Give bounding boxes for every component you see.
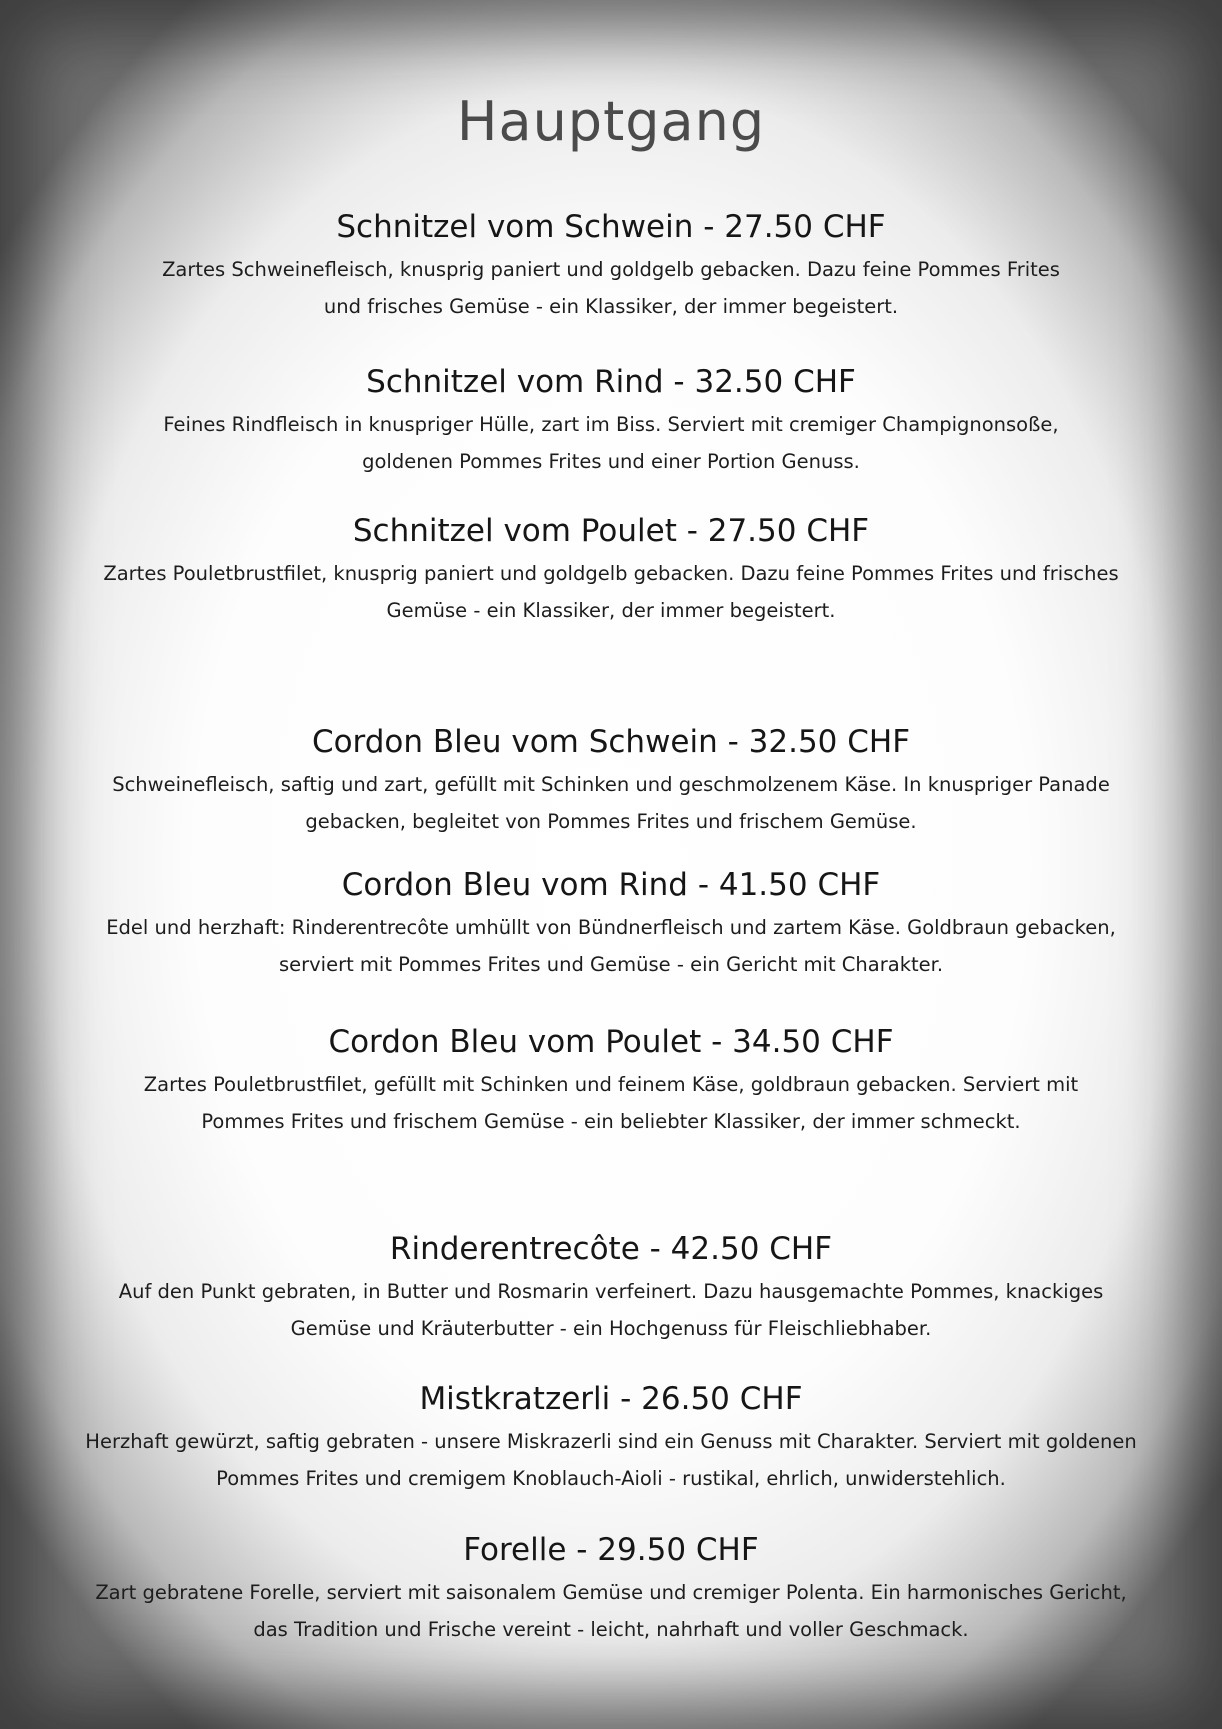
menu-item-cordon-bleu-rind bbox=[20, 865, 1202, 983]
menu-item-schnitzel-poulet bbox=[20, 511, 1202, 629]
menu-item-heading: Schnitzel vom Poulet - 27.50 CHF bbox=[352, 513, 870, 549]
menu-item-description: Edel und herzhaft: Rinderentrecôte umhüllt von Bündnerfleisch und zartem Käse. Goldbraun gebacken, serviert mit Pommes Frites und Gemüse - ein Gericht mit Charakter. bbox=[106, 916, 1116, 976]
menu-item-mistkratzerli bbox=[20, 1379, 1202, 1497]
menu-item-heading: Rinderentrecôte - 42.50 CHF bbox=[389, 1231, 833, 1267]
menu-item-schnitzel-schwein bbox=[20, 207, 1202, 325]
menu-item-description: Schweinefleisch, saftig und zart, gefüllt mit Schinken und geschmolzenem Käse. In knuspriger Panade gebacken, begleitet von Pommes Frites und frischem Gemüse. bbox=[112, 773, 1110, 833]
menu-item-heading: Cordon Bleu vom Rind - 41.50 CHF bbox=[341, 867, 881, 903]
menu-item-description: Zart gebratene Forelle, serviert mit saisonalem Gemüse und cremiger Polenta. Ein harmonisches Gericht, das Tradition und Frische vereint - leicht, nahrhaft und voller Geschmack. bbox=[95, 1581, 1127, 1641]
menu-item-forelle bbox=[20, 1530, 1202, 1648]
menu-item-cordon-bleu-poulet bbox=[20, 1022, 1202, 1140]
page-title: Hauptgang bbox=[456, 90, 766, 153]
menu-item-rinderentrecote bbox=[20, 1229, 1202, 1347]
menu-item-description: Herzhaft gewürzt, saftig gebraten - unsere Miskrazerli sind ein Genuss mit Charakter. Serviert mit goldenen Pommes Frites und cremigem Knoblauch-Aioli - rustikal, ehrlich, unwiderstehlich. bbox=[85, 1430, 1137, 1490]
menu-item-heading: Schnitzel vom Rind - 32.50 CHF bbox=[366, 364, 856, 400]
menu-item-description: Zartes Pouletbrustfilet, gefüllt mit Schinken und feinem Käse, goldbraun gebacken. Serviert mit Pommes Frites und frischem Gemüse - ein beliebter Klassiker, der immer schmeckt. bbox=[143, 1073, 1079, 1133]
menu-item-cordon-bleu-schwein bbox=[20, 722, 1202, 840]
menu-item-heading: Schnitzel vom Schwein - 27.50 CHF bbox=[336, 209, 886, 245]
menu-item-heading: Mistkratzerli - 26.50 CHF bbox=[419, 1381, 803, 1417]
menu-item-schnitzel-rind bbox=[20, 362, 1202, 480]
menu-item-description: Feines Rindfleisch in knuspriger Hülle, zart im Biss. Serviert mit cremiger Champignonsoße, goldenen Pommes Frites und einer Portion Genuss. bbox=[163, 413, 1059, 473]
menu-item-heading: Cordon Bleu vom Poulet - 34.50 CHF bbox=[328, 1024, 894, 1060]
menu-item-heading: Cordon Bleu vom Schwein - 32.50 CHF bbox=[311, 724, 911, 760]
menu-item-description: Zartes Pouletbrustfilet, knusprig paniert und goldgelb gebacken. Dazu feine Pommes Frites und frisches Gemüse - ein Klassiker, der immer begeistert. bbox=[103, 562, 1119, 622]
menu-item-heading: Forelle - 29.50 CHF bbox=[463, 1532, 759, 1568]
menu-item-description: Zartes Schweinefleisch, knusprig paniert und goldgelb gebacken. Dazu feine Pommes Frites und frisches Gemüse - ein Klassiker, der immer begeistert. bbox=[162, 258, 1060, 318]
menu-item-description: Auf den Punkt gebraten, in Butter und Rosmarin verfeinert. Dazu hausgemachte Pommes, knackiges Gemüse und Kräuterbutter - ein Hochgenuss für Fleischliebhaber. bbox=[118, 1280, 1104, 1340]
